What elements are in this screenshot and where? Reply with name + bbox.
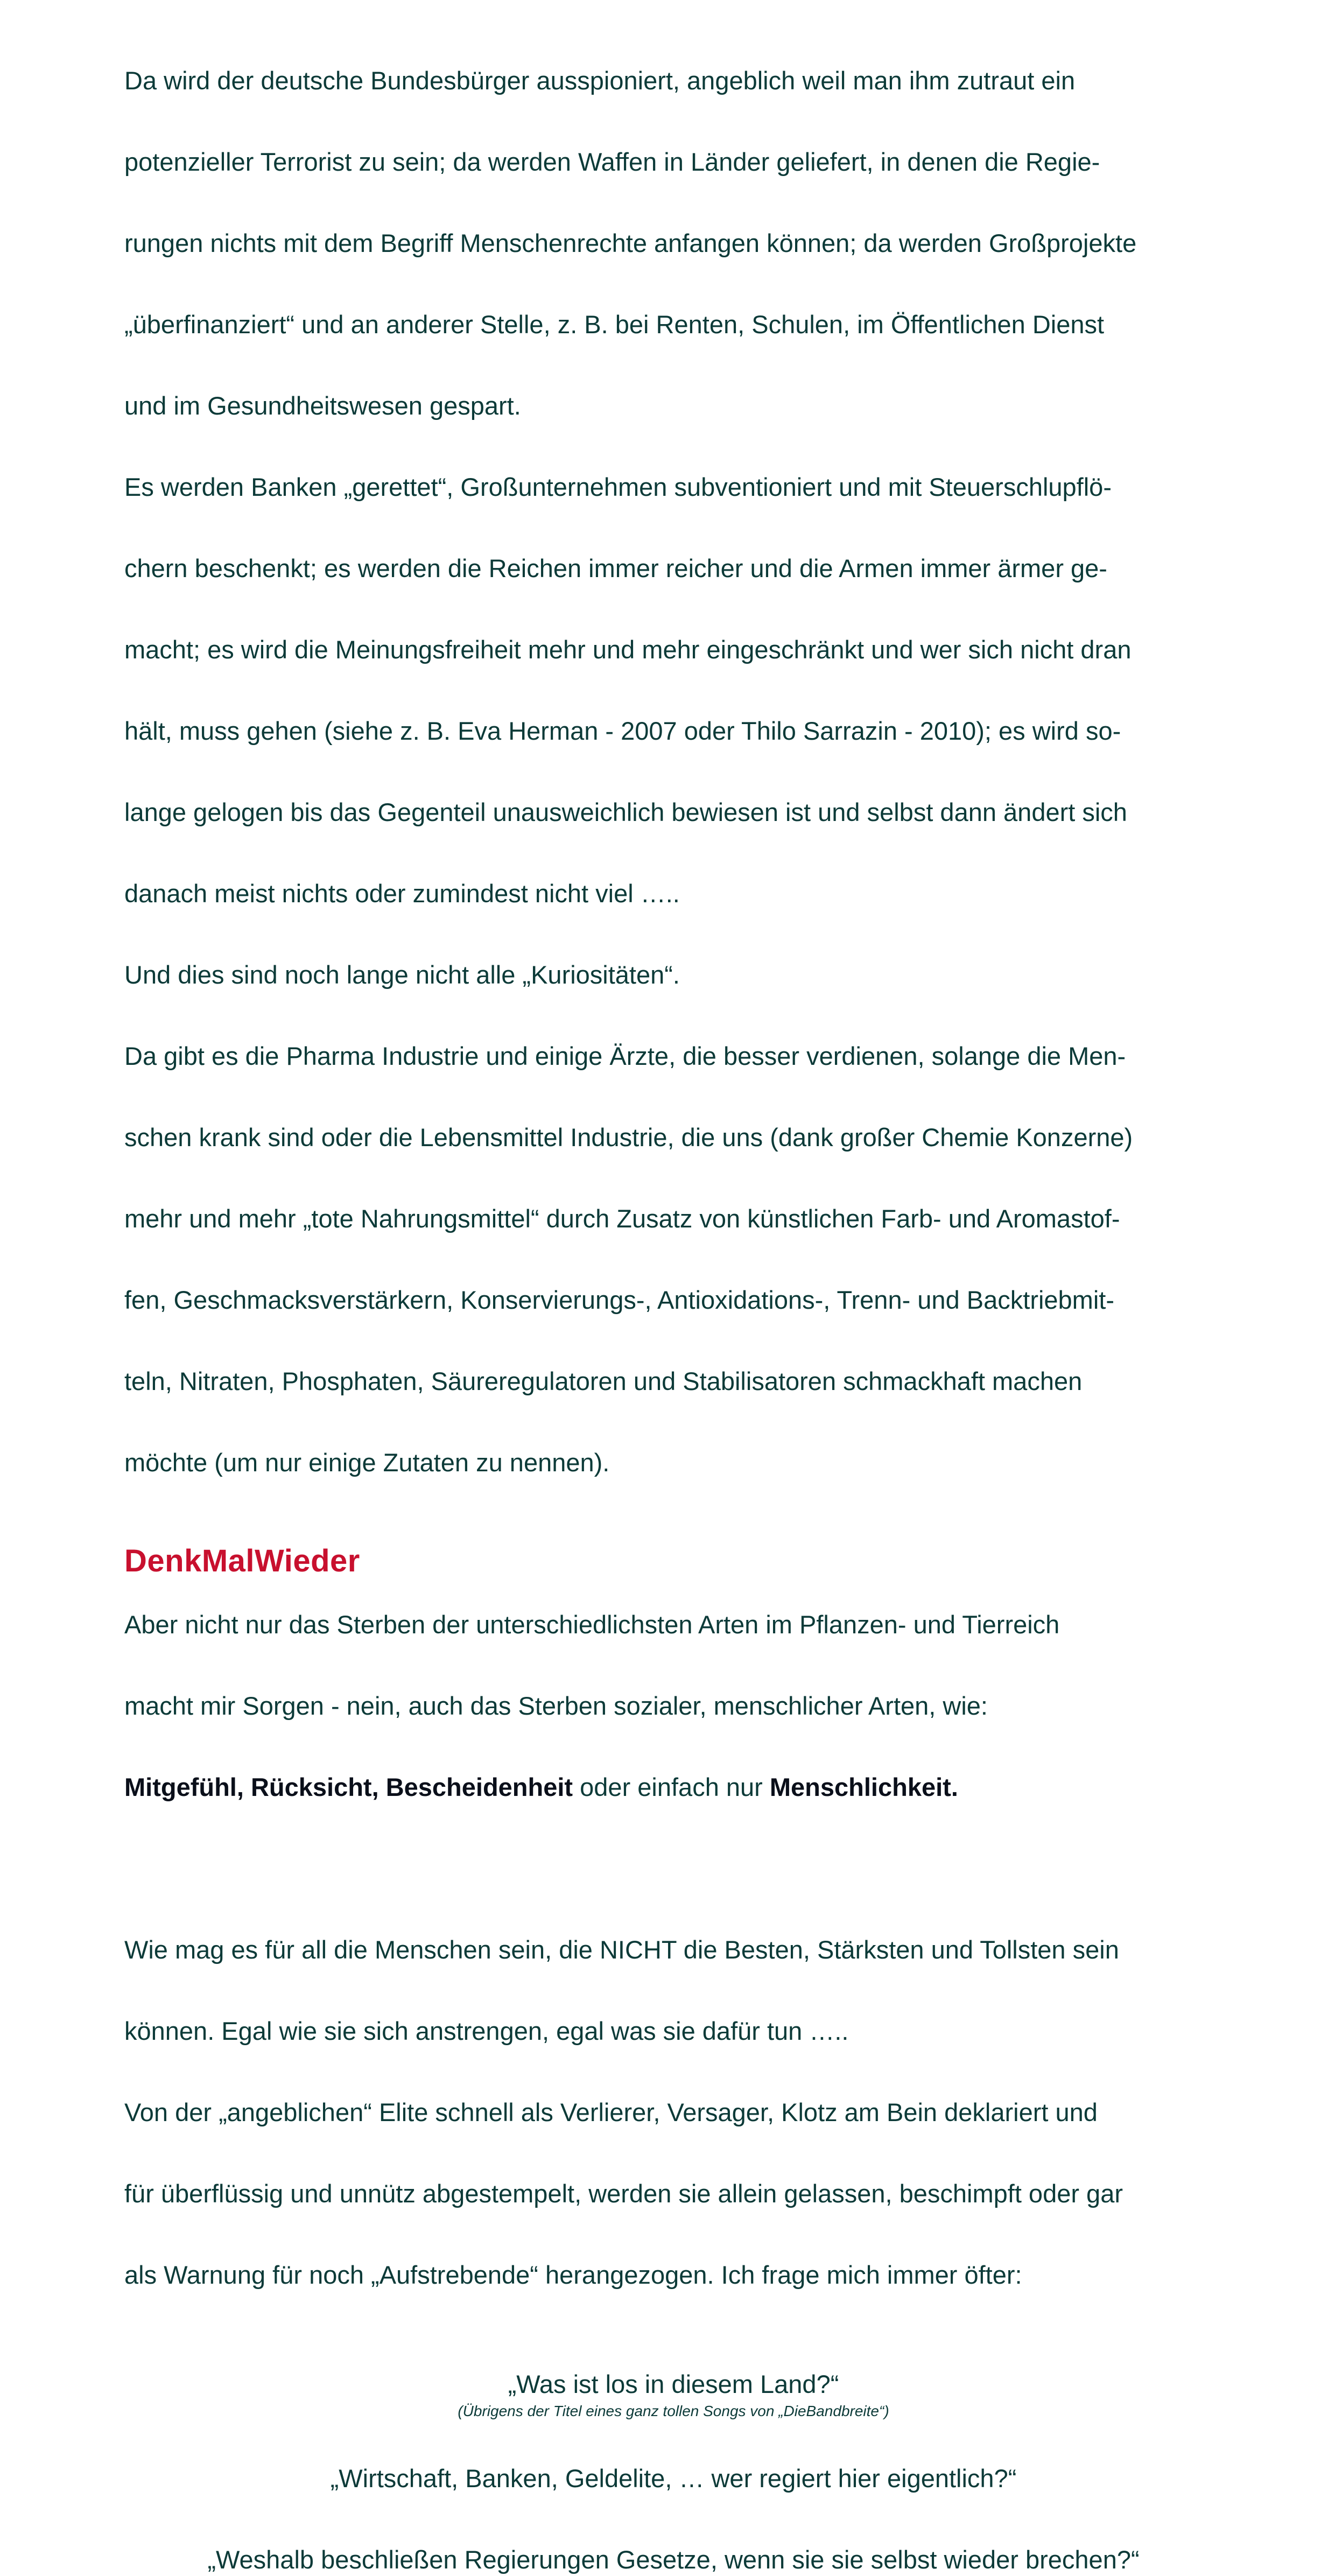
text-line: teln, Nitraten, Phosphaten, Säureregulatoren und Stabilisatoren schmackhaft machen	[124, 1366, 1083, 1395]
text-line: hält, muss gehen (siehe z. B. Eva Herman - 2007 oder Thilo Sarrazin - 2010); es wird so-	[124, 716, 1121, 745]
text-line: Da gibt es die Pharma Industrie und einige Ärzte, die besser verdienen, solange die Men-	[124, 1041, 1126, 1070]
paragraph-3	[124, 1889, 1222, 2336]
paragraph-spacer	[124, 1848, 1222, 1889]
quote-2: „Wirtschaft, Banken, Geldelite, … wer regiert hier eigentlich?“	[330, 2463, 1017, 2493]
text-line: lange gelogen bis das Gegenteil unausweichlich bewiesen ist und selbst dann ändert sich	[124, 797, 1127, 826]
text-line: rungen nichts mit dem Begriff Menschenrechte anfangen können; da werden Großprojekte	[124, 228, 1137, 257]
text-line: Da wird der deutsche Bundesbürger ausspioniert, angeblich weil man ihm zutraut ein	[124, 66, 1076, 95]
text-line: als Warnung für noch „Aufstrebende“ herangezogen. Ich frage mich immer öfter:	[124, 2260, 1022, 2289]
bold-values: Mitgefühl, Rücksicht, Bescheidenheit	[124, 1773, 573, 1801]
text-line: und im Gesundheitswesen gespart.	[124, 391, 521, 420]
document-body	[124, 19, 1222, 2576]
quote-3: „Weshalb beschließen Regierungen Gesetze, wenn sie sie selbst wieder brechen?“	[207, 2545, 1140, 2574]
text-line: schen krank sind oder die Lebensmittel Industrie, die uns (dank großer Chemie Konzerne)	[124, 1122, 1133, 1152]
quote-section	[124, 2368, 1222, 2576]
text-line: danach meist nichts oder zumindest nicht viel …..	[124, 879, 680, 908]
text-line: können. Egal wie sie sich anstrengen, egal was sie dafür tun …..	[124, 2016, 849, 2045]
text-line: potenzieller Terrorist zu sein; da werden Waffen in Länder geliefert, in denen die Regie-	[124, 147, 1100, 176]
quote-1-note: (Übrigens der Titel eines ganz tollen Songs von „DieBandbreite“)	[458, 2402, 889, 2419]
brand-logo: DenkMalWieder	[124, 1543, 360, 1578]
text-line: für überflüssig und unnütz abgestempelt, werden sie allein gelassen, beschimpft oder gar	[124, 2179, 1123, 2208]
text-line: macht; es wird die Meinungsfreiheit mehr und mehr eingeschränkt und wer sich nicht dran	[124, 635, 1132, 664]
text-line: „überfinanziert“ und an anderer Stelle, z. B. bei Renten, Schulen, im Öffentlichen Dienst	[124, 310, 1105, 339]
bold-humanity: Menschlichkeit.	[769, 1773, 958, 1801]
paragraph-1	[124, 19, 1222, 1524]
text-line-emphasis	[124, 1767, 1222, 1808]
text-line: macht mir Sorgen - nein, auch das Sterben sozialer, menschlicher Arten, wie:	[124, 1691, 988, 1720]
quote-1: „Was ist los in diesem Land?“	[508, 2369, 839, 2398]
connector-text: oder einfach nur	[573, 1773, 770, 1801]
text-line: Aber nicht nur das Sterben der unterschiedlichsten Arten im Pflanzen- und Tierreich	[124, 1610, 1060, 1639]
text-line: fen, Geschmacksverstärkern, Konservierungs-, Antioxidations-, Trenn- und Backtriebmit-	[124, 1285, 1114, 1314]
text-line: möchte (um nur einige Zutaten zu nennen).	[124, 1448, 610, 1477]
paragraph-2	[124, 1564, 1222, 1849]
text-line: Wie mag es für all die Menschen sein, die NICHT die Besten, Stärksten und Tollsten sein	[124, 1935, 1119, 1964]
text-line: Es werden Banken „gerettet“, Großunternehmen subventioniert und mit Steuerschlupflö-	[124, 472, 1112, 501]
text-line: chern beschenkt; es werden die Reichen immer reicher und die Armen immer ärmer ge-	[124, 553, 1107, 582]
text-line: mehr und mehr „tote Nahrungsmittel“ durch Zusatz von künstlichen Farb- und Aromastof-	[124, 1204, 1120, 1233]
text-line: Und dies sind noch lange nicht alle „Kuriositäten“.	[124, 960, 680, 989]
text-line: Von der „angeblichen“ Elite schnell als Verlierer, Versager, Klotz am Bein deklariert und	[124, 2097, 1098, 2126]
